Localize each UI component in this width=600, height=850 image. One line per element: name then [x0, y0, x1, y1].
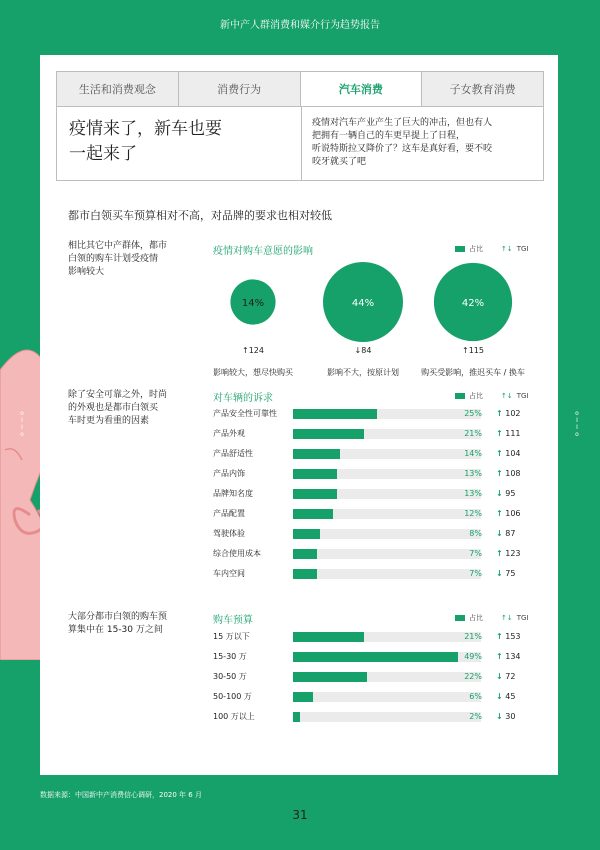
- bubble-tgi-label: ↑124: [242, 346, 264, 355]
- bar-tgi-label: [496, 508, 521, 520]
- block3-legend: [455, 613, 529, 623]
- tgi-value: 72: [502, 672, 516, 681]
- tgi-value: 95: [502, 489, 516, 498]
- tgi-value: 45: [502, 692, 516, 701]
- arrow-down-icon: ↓: [496, 489, 503, 498]
- bar-tgi-label: [496, 631, 521, 643]
- bar-fill: [293, 652, 458, 662]
- quote-line: 咬牙就买了吧: [312, 157, 367, 167]
- bar-fill: [293, 672, 367, 682]
- bar-tgi-label: [496, 711, 515, 723]
- bar-value-label: 7%: [469, 549, 482, 558]
- report-title: 新中产人群消费和媒介行为趋势报告: [220, 20, 380, 31]
- legend-arrows-icon: ↑↓: [501, 392, 513, 400]
- bar-tgi-label: [496, 488, 515, 500]
- bar-tgi-label: [496, 568, 515, 580]
- bar-category-label: 30-50 万: [213, 672, 247, 681]
- arrow-up-icon: ↑: [496, 549, 503, 558]
- block1-description: [68, 240, 193, 279]
- legend-arrows-icon: ↑↓: [501, 245, 513, 253]
- bar-fill: [293, 549, 317, 559]
- bar-category-label: 15-30 万: [213, 652, 247, 661]
- block3-description: [68, 611, 193, 637]
- legend-swatch: [455, 393, 465, 399]
- bar-fill: [293, 569, 317, 579]
- bar-row: [213, 671, 545, 683]
- bar-fill: [293, 469, 337, 479]
- bar-row: [213, 691, 545, 703]
- bar-row: [213, 408, 545, 420]
- bar-tgi-label: [496, 528, 515, 540]
- bar-tgi-label: [496, 448, 521, 460]
- tgi-value: 153: [502, 632, 521, 641]
- tgi-value: 30: [502, 712, 516, 721]
- bar-row: [213, 548, 545, 560]
- bar-fill: [293, 529, 320, 539]
- tgi-value: 123: [502, 549, 521, 558]
- section-heading: 都市白领买车预算相对不高，对品牌的要求也相对较低: [68, 209, 332, 222]
- bar-category-label: 产品内饰: [213, 469, 245, 478]
- headline: [57, 107, 302, 180]
- desc-line: 影响较大: [68, 267, 105, 277]
- legend-share-label: 占比: [469, 245, 483, 253]
- bar-tgi-label: [496, 548, 521, 560]
- bar-tgi-label: [496, 651, 521, 663]
- desc-line: 相比其它中产群体，都市: [68, 241, 168, 251]
- arrow-up-icon: ↑: [496, 509, 503, 518]
- block3-title: 购车预算: [213, 615, 253, 626]
- desc-line: 车时更为看重的因素: [68, 416, 150, 426]
- arrow-up-icon: ↑: [496, 652, 503, 661]
- bar-fill: [293, 632, 364, 642]
- bar-value-label: 14%: [464, 449, 482, 458]
- arrow-up-icon: ↑: [496, 449, 503, 458]
- arrow-down-icon: ↓: [496, 672, 503, 681]
- bar-tgi-label: [496, 691, 515, 703]
- quote-line: 疫情对汽车产业产生了巨大的冲击，但也有人: [312, 118, 493, 128]
- content-card: [40, 55, 558, 775]
- arrow-down-icon: ↓: [496, 569, 503, 578]
- tgi-value: 106: [502, 509, 521, 518]
- bar-row: [213, 448, 545, 460]
- bar-fill: [293, 489, 337, 499]
- legend-swatch: [455, 246, 465, 252]
- bar-fill: [293, 429, 364, 439]
- desc-line: 的外观也是都市白领买: [68, 403, 159, 413]
- bar-value-label: 25%: [464, 409, 482, 418]
- arrow-down-icon: ↓: [496, 712, 503, 721]
- bar-row: [213, 428, 545, 440]
- bar-fill: [293, 692, 313, 702]
- bar-category-label: 15 万以下: [213, 632, 250, 641]
- legend-tgi-label: TGI: [516, 392, 529, 400]
- bar-row: [213, 528, 545, 540]
- bubble-value-label: 44%: [351, 298, 375, 309]
- bar-tgi-label: [496, 408, 521, 420]
- tgi-value: 75: [502, 569, 516, 578]
- arrow-up-icon: ↑: [496, 469, 503, 478]
- desc-line: 白领的购车计划受疫情: [68, 254, 159, 264]
- bar-fill: [293, 449, 340, 459]
- side-marker-right: o I I o: [575, 410, 579, 438]
- headline-line: 疫情来了，新车也要: [69, 119, 222, 139]
- tgi-value: 111: [502, 429, 521, 438]
- header-box: [56, 107, 544, 181]
- bubble-value-label: 14%: [241, 298, 265, 309]
- side-marker-left: o I I o: [20, 410, 24, 438]
- bar-row: [213, 508, 545, 520]
- bubble-category-label: 影响不大，按原计划: [327, 368, 399, 377]
- legend-share-label: 占比: [469, 392, 483, 400]
- tgi-value: 104: [502, 449, 521, 458]
- bar-fill: [293, 509, 333, 519]
- bar-row: [213, 711, 545, 723]
- bar-tgi-label: [496, 468, 521, 480]
- bubble-value-label: 42%: [461, 298, 485, 309]
- tab-child-education[interactable]: 子女教育消费: [422, 72, 543, 106]
- arrow-up-icon: ↑: [496, 409, 503, 418]
- tab-car-consumption[interactable]: 汽车消费: [301, 72, 423, 106]
- bar-value-label: 21%: [464, 429, 482, 438]
- category-tabs: [56, 71, 544, 107]
- bar-category-label: 50-100 万: [213, 692, 252, 701]
- arrow-up-icon: ↑: [496, 632, 503, 641]
- block2-legend: [455, 391, 529, 401]
- bar-value-label: 22%: [464, 672, 482, 681]
- bar-category-label: 综合使用成本: [213, 549, 261, 558]
- desc-line: 大部分都市白领的购车预: [68, 612, 168, 622]
- bar-row: [213, 488, 545, 500]
- desc-line: 算集中在 15-30 万之间: [68, 625, 163, 635]
- tgi-value: 87: [502, 529, 516, 538]
- bubble-tgi-label: ↓84: [354, 346, 372, 355]
- bar-tgi-label: [496, 428, 521, 440]
- bubble-chart: [205, 260, 545, 380]
- bar-fill: [293, 409, 377, 419]
- block2-description: [68, 389, 193, 428]
- tab-consumer-behavior[interactable]: 消费行为: [179, 72, 301, 106]
- legend-arrows-icon: ↑↓: [501, 614, 513, 622]
- bar-value-label: 21%: [464, 632, 482, 641]
- bar-value-label: 6%: [469, 692, 482, 701]
- block1-legend: [455, 244, 529, 254]
- bar-row: [213, 468, 545, 480]
- bar-category-label: 品牌知名度: [213, 489, 253, 498]
- tgi-value: 134: [502, 652, 521, 661]
- bar-value-label: 49%: [464, 652, 482, 661]
- tgi-value: 102: [502, 409, 521, 418]
- quote: [302, 107, 543, 180]
- bubble-tgi-label: ↑115: [462, 346, 484, 355]
- block1-title: 疫情对购车意愿的影响: [213, 246, 313, 257]
- legend-swatch: [455, 615, 465, 621]
- bubble-category-label: 购买受影响，推迟买车 / 换车: [421, 368, 525, 377]
- bubble-category-label: 影响较大，想尽快购买: [213, 368, 293, 377]
- legend-tgi-label: TGI: [516, 245, 529, 253]
- bar-value-label: 8%: [469, 529, 482, 538]
- bar-category-label: 100 万以上: [213, 712, 255, 721]
- legend-share-label: 占比: [469, 614, 483, 622]
- arrow-down-icon: ↓: [496, 692, 503, 701]
- tab-lifestyle[interactable]: 生活和消费观念: [57, 72, 179, 106]
- quote-line: 听说特斯拉又降价了？这车是真好看，要不咬: [312, 144, 493, 154]
- bar-category-label: 驾驶体验: [213, 529, 245, 538]
- bar-fill: [293, 712, 300, 722]
- bar-row: [213, 651, 545, 663]
- bar-category-label: 产品舒适性: [213, 449, 253, 458]
- headline-line: 一起来了: [69, 144, 137, 164]
- arrow-down-icon: ↓: [496, 529, 503, 538]
- data-source: 数据来源：中国新中产消费信心调研，2020 年 6 月: [40, 791, 202, 799]
- bar-value-label: 7%: [469, 569, 482, 578]
- bar-row: [213, 568, 545, 580]
- legend-tgi-label: TGI: [516, 614, 529, 622]
- bar-category-label: 产品配置: [213, 509, 245, 518]
- bar-category-label: 产品安全性可靠性: [213, 409, 277, 418]
- block2-title: 对车辆的诉求: [213, 393, 273, 404]
- tgi-value: 108: [502, 469, 521, 478]
- page-number: 31: [292, 808, 308, 822]
- bar-value-label: 13%: [464, 469, 482, 478]
- quote-line: 把拥有一辆自己的车更早提上了日程，: [312, 131, 466, 141]
- bar-category-label: 产品外观: [213, 429, 245, 438]
- bar-row: [213, 631, 545, 643]
- desc-line: 除了安全可靠之外，时尚: [68, 390, 168, 400]
- bar-value-label: 12%: [464, 509, 482, 518]
- arrow-up-icon: ↑: [496, 429, 503, 438]
- bar-value-label: 13%: [464, 489, 482, 498]
- bar-category-label: 车内空间: [213, 569, 245, 578]
- bar-tgi-label: [496, 671, 515, 683]
- bar-value-label: 2%: [469, 712, 482, 721]
